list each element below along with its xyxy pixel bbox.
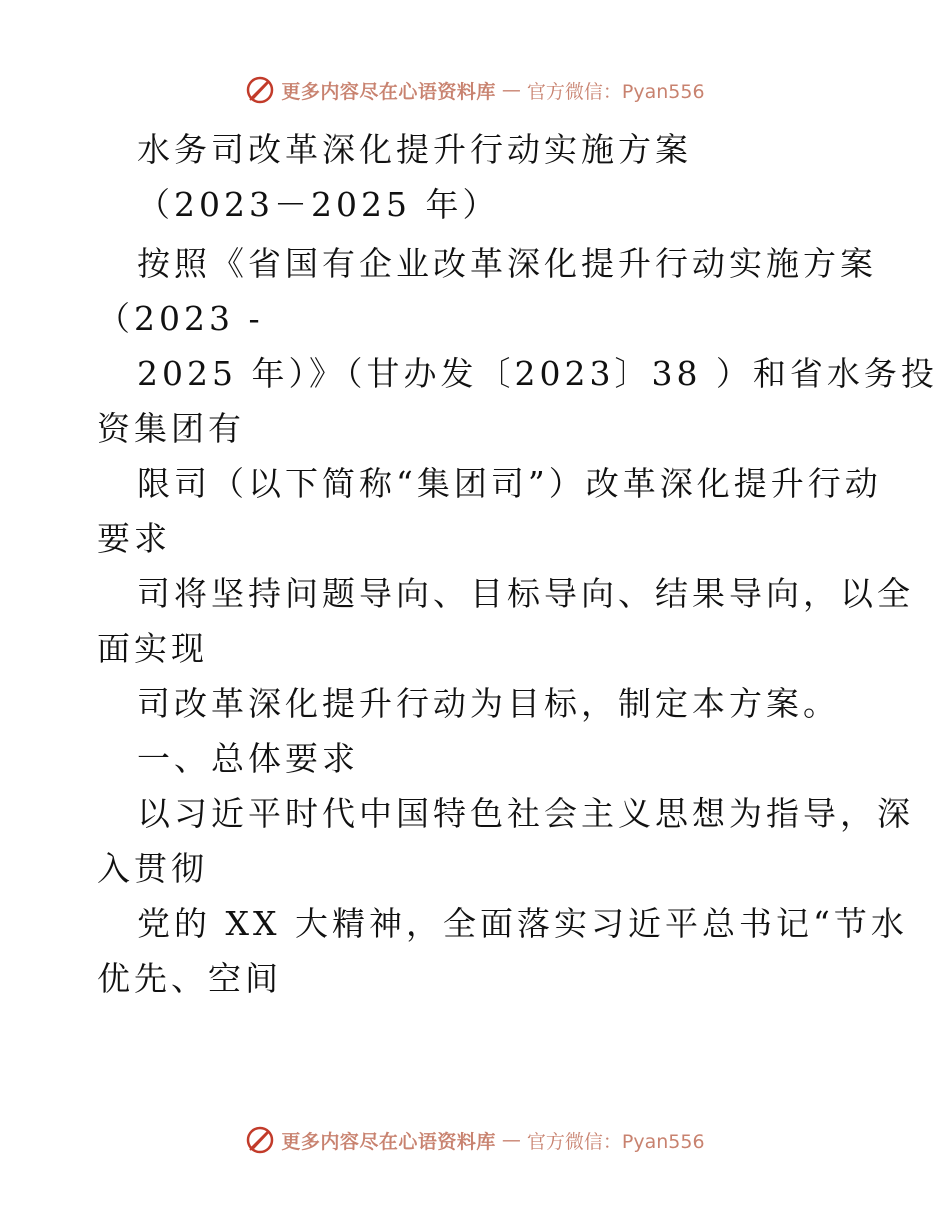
body-line: 优先、空间 <box>97 959 282 998</box>
body-line: 党的 XX 大精神，全面落实习近平总书记“节水 <box>137 904 908 943</box>
watermark-brand: 更多内容尽在心语资料库 <box>281 80 496 103</box>
document-title: 水务司改革深化提升行动实施方案 <box>137 130 692 169</box>
document-body <box>97 122 938 1006</box>
watermark-contact: 官方微信：Pyan556 <box>526 80 705 103</box>
section-heading: 一、总体要求 <box>137 739 359 778</box>
body-line: 资集团有 <box>97 409 245 448</box>
body-line: 要求 <box>97 519 171 558</box>
watermark-contact: 官方微信：Pyan556 <box>526 1130 705 1153</box>
body-line: 入贯彻 <box>97 849 208 888</box>
document-subtitle: （2023－2025 年） <box>137 185 500 224</box>
watermark-separator: — <box>501 79 521 101</box>
quill-logo-icon <box>245 75 275 105</box>
quill-logo-icon <box>245 1125 275 1155</box>
watermark-brand: 更多内容尽在心语资料库 <box>281 1130 496 1153</box>
body-line: 按照《省国有企业改革深化提升行动实施方案 <box>137 244 877 283</box>
watermark-separator: — <box>501 1129 521 1151</box>
body-line: 面实现 <box>97 629 208 668</box>
body-line: 司改革深化提升行动为目标，制定本方案。 <box>137 684 840 723</box>
body-line: 以习近平时代中国特色社会主义思想为指导，深 <box>137 794 914 833</box>
body-line: 司将坚持问题导向、目标导向、结果导向，以全 <box>137 574 914 613</box>
body-line: 限司（以下简称“集团司”）改革深化提升行动 <box>137 464 882 503</box>
footer-watermark <box>0 1120 950 1160</box>
body-line: （2023 - <box>97 299 264 338</box>
header-watermark <box>0 70 950 110</box>
body-line: 2025 年）》（甘办发〔2023〕38 ）和省水务投 <box>137 354 938 393</box>
